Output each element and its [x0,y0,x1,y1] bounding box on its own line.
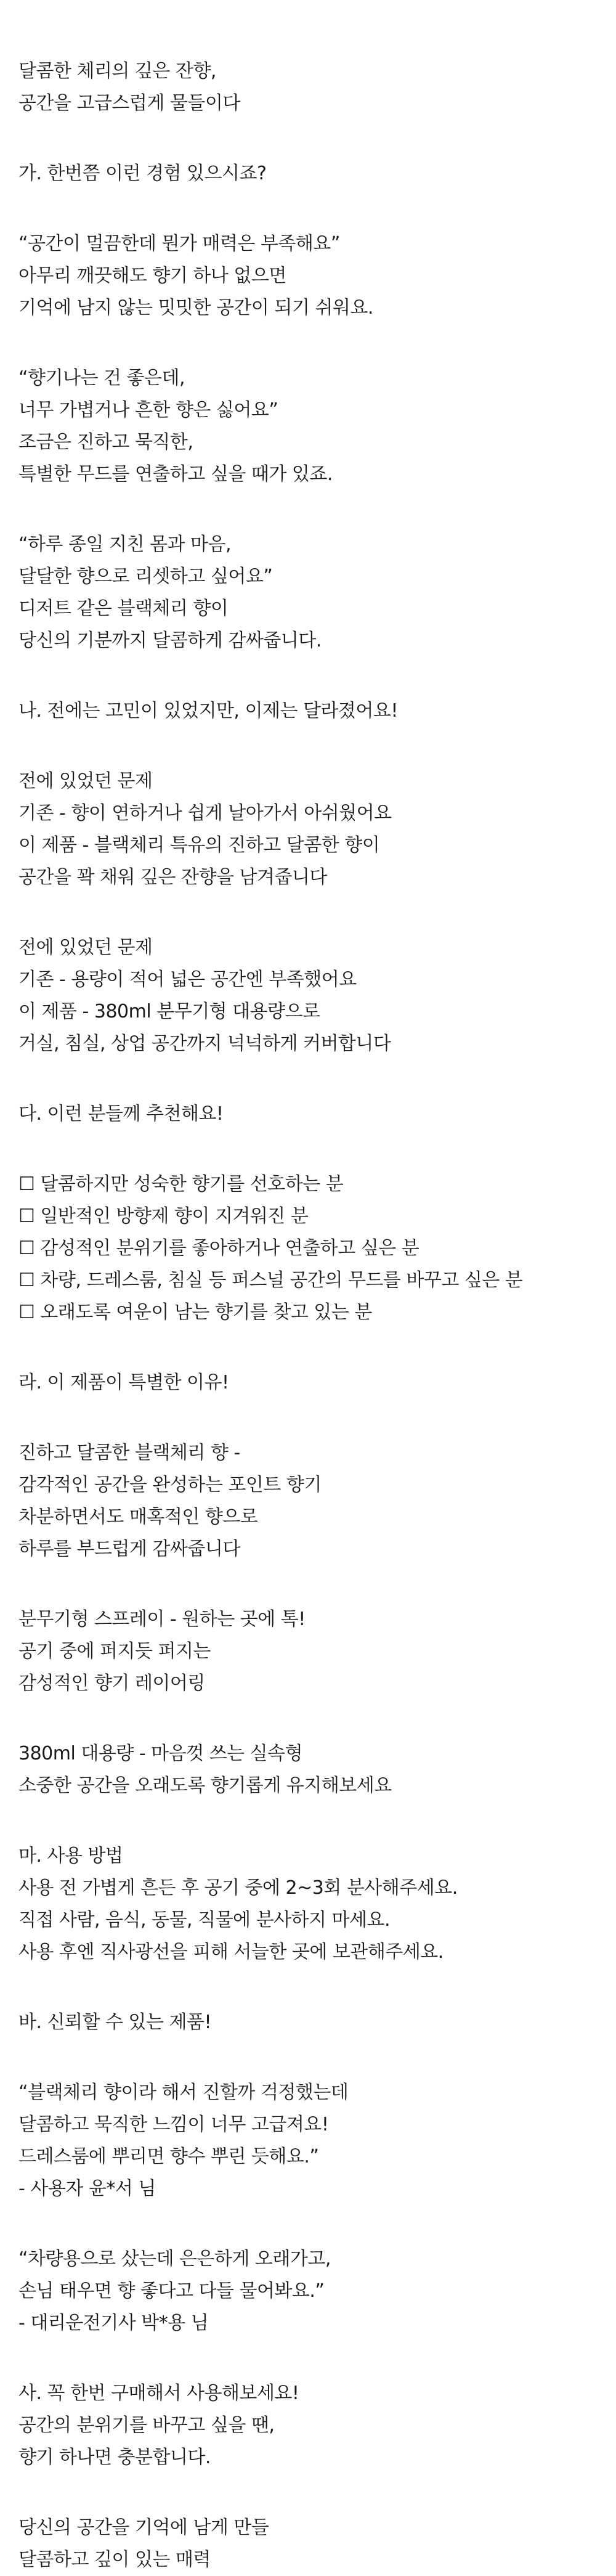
problem-line: 전에 있었던 문제 [18,770,153,792]
closing-line: 당신의 공간을 기억에 남게 만들 [18,2517,269,2538]
section-title: 다. 이런 분들께 추천해요! [18,1103,224,1125]
quote-line: “향기나는 건 좋은데, [18,367,185,389]
checklist-item: ☐ 감성적인 분위기를 좋아하거나 연출하고 싶은 분 [18,1237,419,1259]
review-author: - 사용자 윤*서 님 [18,2178,156,2199]
problem-solution-2 [18,932,616,1060]
experience-quote-1 [18,228,616,324]
usage-line: 사용 전 가볍게 흔든 후 공기 중에 2~3회 분사해주세요. [18,1877,458,1899]
section-heading-f [18,2007,616,2039]
experience-quote-2 [18,362,616,491]
usage-instructions [18,1840,616,1968]
review-2 [18,2243,616,2339]
feature-line: 감성적인 향기 레이어링 [18,1673,205,1694]
feature-line: 380ml 대용량 - 마음껏 쓰는 실속형 [18,1743,303,1764]
section-title: 가. 한번쯤 이런 경험 있으시죠? [18,163,267,184]
section-heading-b [18,695,616,727]
quote-line: 달달한 향으로 리셋하고 싶어요” [18,566,273,587]
review-line: “차량용으로 샀는데 은은하게 오래가고, [18,2248,331,2270]
intro-headline [18,55,616,120]
quote-line: 당신의 기분까지 달콤하게 감싸줍니다. [18,630,322,651]
feature-scent [18,1437,616,1565]
feature-line: 분무기형 스프레이 - 원하는 곳에 톡! [18,1608,306,1630]
headline-line: 공간을 고급스럽게 물들이다 [18,92,240,114]
review-line: 손님 태우면 향 좋다고 다들 물어봐요.” [18,2280,325,2302]
review-line: 드레스룸에 뿌리면 향수 뿌린 듯해요.” [18,2146,319,2167]
experience-quote-3 [18,529,616,657]
feature-line: 차분하면서도 매혹적인 향으로 [18,1506,258,1528]
feature-line: 소중한 공간을 오래도록 향기롭게 유지해보세요 [18,1775,392,1796]
section-heading-a [18,158,616,190]
checklist-item: ☐ 달콤하지만 성숙한 향기를 선호하는 분 [18,1173,344,1195]
review-line: “블랙체리 향이라 해서 진할까 걱정했는데 [18,2082,349,2103]
closing-line: 달콤하고 깊이 있는 매력 [18,2549,211,2570]
feature-line: 진하고 달콤한 블랙체리 향 - [18,1442,240,1464]
checklist-item: ☐ 차량, 드레스룸, 침실 등 퍼스널 공간의 무드를 바꾸고 싶은 분 [18,1270,523,1291]
quote-line: 기억에 남지 않는 밋밋한 공간이 되기 쉬워요. [18,297,373,319]
section-title: 사. 꼭 한번 구매해서 사용해보세요! [18,2382,299,2404]
call-to-action [18,2378,616,2474]
section-heading-d [18,1367,616,1399]
feature-capacity [18,1738,616,1802]
section-title: 바. 신뢰할 수 있는 제품! [18,2011,212,2033]
usage-line: 직접 사람, 음식, 동물, 직물에 분사하지 마세요. [18,1909,391,1931]
feature-spray [18,1604,616,1700]
problem-line: 거실, 침실, 상업 공간까지 넉넉하게 커버합니다 [18,1033,391,1054]
quote-line: 디저트 같은 블랙체리 향이 [18,598,229,619]
quote-line: 조금은 진하고 묵직한, [18,431,193,453]
section-title: 나. 전에는 고민이 있었지만, 이제는 달라졌어요! [18,700,398,722]
problem-solution-1 [18,765,616,894]
usage-line: 사용 후엔 직사광선을 피해 서늘한 곳에 보관해주세요. [18,1941,444,1963]
problem-line: 이 제품 - 블랙체리 특유의 진하고 달콤한 향이 [18,834,380,856]
problem-line: 기존 - 용량이 적어 넓은 공간엔 부족했어요 [18,969,357,990]
feature-line: 감각적인 공간을 완성하는 포인트 향기 [18,1474,322,1496]
checklist-item: ☐ 일반적인 방향제 향이 지겨워진 분 [18,1205,309,1227]
quote-line: 너무 가볍거나 흔한 향은 싫어요” [18,399,278,421]
quote-line: “하루 종일 지친 몸과 마음, [18,534,232,555]
problem-line: 전에 있었던 문제 [18,937,153,958]
checklist-item: ☐ 오래도록 여운이 남는 향기를 찾고 있는 분 [18,1302,372,1323]
problem-line: 기존 - 향이 연하거나 쉽게 날아가서 아쉬웠어요 [18,802,392,824]
feature-line: 공기 중에 퍼지듯 퍼지는 [18,1641,211,1662]
quote-line: “공간이 멀끔한데 뭔가 매력은 부족해요” [18,233,340,255]
problem-line: 이 제품 - 380ml 분무기형 대용량으로 [18,1001,320,1022]
section-heading-c [18,1098,616,1130]
review-1 [18,2077,616,2205]
review-author: - 대리운전기사 박*용 님 [18,2312,209,2334]
problem-line: 공간을 꽉 채워 깊은 잔향을 남겨줍니다 [18,866,327,888]
quote-line: 특별한 무드를 연출하고 싶을 때가 있죠. [18,463,333,485]
feature-line: 하루를 부드럽게 감싸줍니다 [18,1538,240,1560]
recommendation-checklist [18,1168,616,1329]
cta-line: 공간의 분위기를 바꾸고 싶을 땐, [18,2415,275,2436]
headline-line: 달콤한 체리의 깊은 잔향, [18,60,216,82]
section-title: 라. 이 제품이 특별한 이유! [18,1372,229,1393]
cta-line: 향기 하나면 충분합니다. [18,2447,211,2468]
section-title: 마. 사용 방법 [18,1845,123,1867]
quote-line: 아무리 깨끗해도 향기 하나 없으면 [18,265,286,287]
review-line: 달콤하고 묵직한 느낌이 너무 고급져요! [18,2114,329,2135]
closing-tagline [18,2512,616,2576]
